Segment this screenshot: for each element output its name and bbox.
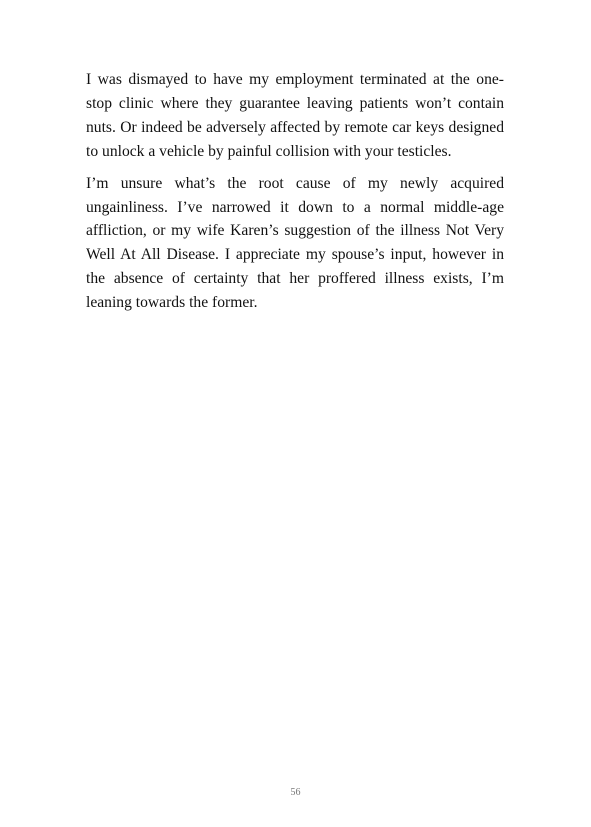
page-number: 56 — [290, 787, 301, 798]
paragraph-1: I was dismayed to have my employment terminated at the one-stop clinic where they guarantee leaving patients won’t contain nuts. Or indeed be adversely affected by remote car keys designed to unlock a vehicle by painful collision with your testicles. — [86, 71, 504, 160]
paragraph-2: I’m unsure what’s the root cause of my newly acquired ungainliness. I’ve narrowed it down to a normal middle-age affliction, or my wife Karen’s suggestion of the illness Not Very Well At All Disease. I appreciate my spouse’s input, however in the absence of certainty that her proffered illness exists, I’m leaning towards the former. — [86, 174, 504, 312]
body-text — [86, 68, 504, 323]
